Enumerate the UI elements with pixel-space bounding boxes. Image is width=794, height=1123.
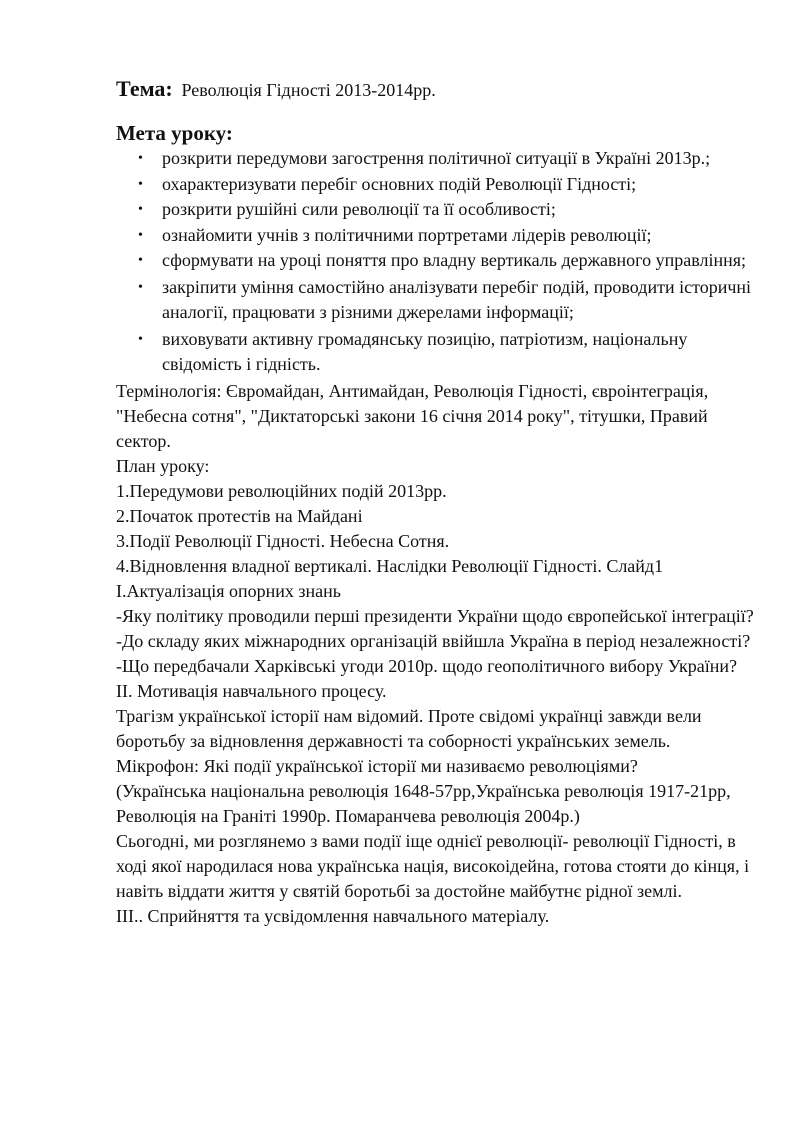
goal-item: [138, 172, 756, 198]
section-heading-3: III.. Сприйняття та усвідомлення навчального матеріалу.: [116, 905, 550, 926]
question-item: -Яку політику проводили перші президенти України щодо європейської інтеграції?: [116, 605, 754, 626]
today-paragraph: Сьогодні, ми розглянемо з вами події іще однієї революції- революції Гідності, в ході якої народилася нова українська нація, високоідейна, готова стояти до кінця, і навіть віддати життя у святій боротьбі за достойне майбутнє рідної землі.: [116, 830, 750, 901]
goal-item: [138, 197, 756, 223]
goal-item-text: розкрити рушійні сили революції та її особливості;: [162, 199, 556, 219]
goal-item: [138, 248, 756, 274]
motivation-paragraph: Трагізм української історії нам відомий. Проте свідомі українці завжди вели боротьбу за відновлення державності та соборності українських земель.: [116, 705, 702, 751]
goal-item-text: охарактеризувати перебіг основних подій Революції Гідності;: [162, 173, 637, 194]
goal-heading: Мета уроку:: [116, 121, 233, 145]
bullet-icon: •: [138, 151, 143, 166]
bullet-icon: •: [138, 227, 143, 243]
terminology-paragraph: Термінологія: Євромайдан, Антимайдан, Революція Гідності, євроінтеграція, "Небесна сотня", "Диктаторські закони 16 січня 2014 року", тітушки, Правий сектор.: [116, 380, 709, 451]
document-content: [116, 74, 756, 929]
question-item: -Що передбачали Харківські угоди 2010р. щодо геополітичного вибору України?: [116, 655, 738, 676]
topic-value: Революція Гідності 2013-2014рр.: [181, 80, 436, 100]
lesson-body: [116, 379, 756, 929]
goal-item-text: ознайомити учнів з політичними портретами лідерів революції;: [162, 224, 652, 245]
microphone-question: Мікрофон: Які події української історії ми називаємо революціями?: [116, 755, 638, 776]
goal-item: [138, 275, 756, 326]
goal-item: [138, 223, 756, 249]
bullet-icon: •: [138, 176, 143, 192]
question-item: -До складу яких міжнародних організацій ввійшла Україна в період незалежності?: [116, 630, 751, 651]
bullet-icon: •: [138, 279, 143, 295]
goal-item-text: виховувати активну громадянську позицію, патріотизм, національну свідомість і гідність.: [162, 328, 688, 374]
plan-item: 2.Початок протестів на Майдані: [116, 505, 363, 526]
bullet-icon: •: [138, 331, 143, 347]
plan-item: 1.Передумови революційних подій 2013рр.: [116, 480, 447, 501]
section-heading-1: I.Актуалізація опорних знань: [116, 580, 342, 601]
plan-item: 4.Відновлення владної вертикалі. Наслідки Революції Гідності. Слайд1: [116, 555, 664, 576]
goal-list: [116, 146, 756, 378]
plan-item: 3.Події Революції Гідності. Небесна Сотня.: [116, 530, 450, 551]
goal-item: [138, 327, 756, 378]
goal-item-text: закріпити уміння самостійно аналізувати перебіг подій, проводити історичні аналогії, працювати з різними джерелами інформації;: [162, 276, 752, 322]
goal-item-text: розкрити передумови загострення політичної ситуації в Україні 2013р.;: [162, 148, 711, 168]
bullet-icon: •: [138, 202, 143, 217]
bullet-icon: •: [138, 253, 143, 268]
goal-item: [138, 146, 756, 172]
topic-line: [116, 74, 756, 104]
revolutions-list: (Українська національна революція 1648-57рр,Українська революція 1917-21рр, Революція на Граніті 1990р. Помаранчева революція 2004р.): [116, 780, 731, 826]
topic-label: Тема:: [116, 76, 173, 101]
goal-item-text: сформувати на уроці поняття про владну вертикаль державного управління;: [162, 250, 747, 270]
plan-heading: План уроку:: [116, 455, 210, 476]
section-heading-2: II. Мотивація навчального процесу.: [116, 680, 387, 701]
